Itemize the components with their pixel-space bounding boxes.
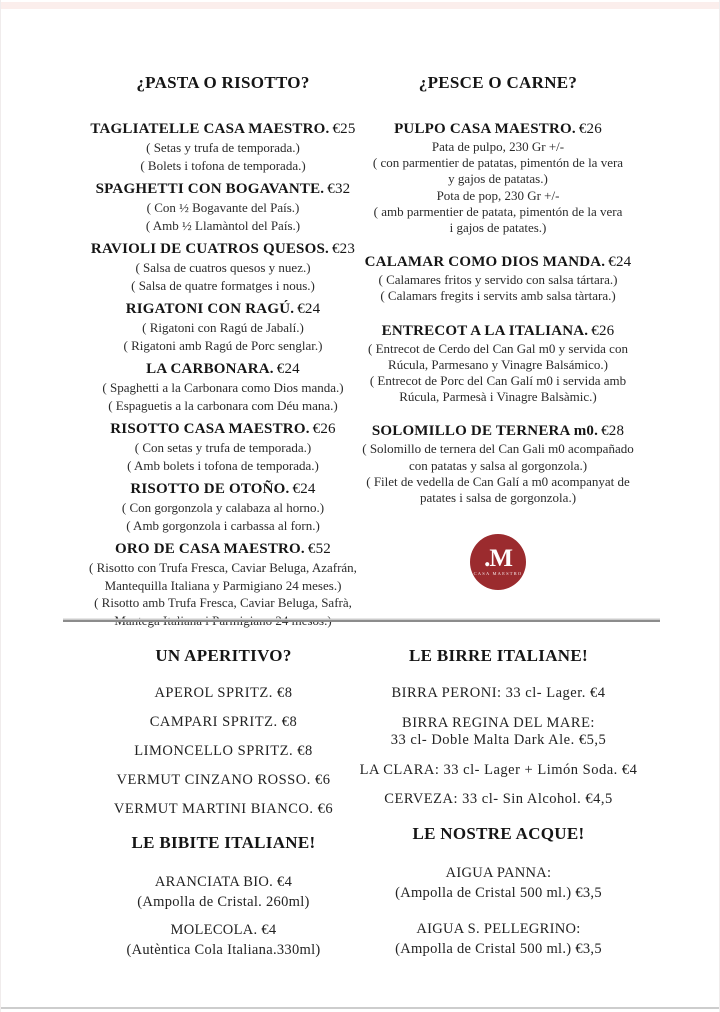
- dish-title: RISOTTO CASA MAESTRO.: [110, 421, 310, 437]
- section-divider-line: [63, 620, 660, 622]
- dish-name-line: [63, 300, 383, 319]
- dish-name-line: [63, 180, 383, 199]
- drink-item-la-clara: [351, 762, 646, 780]
- drink-line: (Ampolla de Cristal 500 ml.) €3,5: [395, 940, 602, 957]
- menu-item-risotto-casa-maestro: [63, 420, 383, 474]
- drink-line: AIGUA S. PELLEGRINO:: [416, 920, 581, 937]
- dish-desc-line: ( Salsa de quatre formatges i nous.): [131, 277, 315, 293]
- menu-item-tagliatelle: [63, 120, 383, 174]
- drink-item-regina-del-mare: [351, 715, 646, 750]
- dish-desc-line: patates i salsa de gorgonzola.): [419, 490, 577, 506]
- dish-desc-line: ( Amb ½ Llamàntol del País.): [145, 217, 301, 233]
- dish-title: SPAGHETTI CON BOGAVANTE.: [95, 181, 325, 197]
- dish-desc-line: ( Bolets i tofona de temporada.): [140, 157, 306, 173]
- dish-price: €24: [608, 254, 632, 271]
- drink-line: 33 cl- Doble Malta Dark Ale. €5,5: [390, 732, 607, 748]
- drink-line: ARANCIATA BIO. €4: [154, 874, 293, 890]
- dish-desc-line: ( amb parmentier de patata, pimentón de la vera: [373, 203, 623, 219]
- dish-title: RISOTTO DE OTOÑO.: [130, 481, 290, 497]
- drink-line: AIGUA PANNA:: [445, 864, 552, 881]
- menu-item-solomillo: [361, 422, 635, 506]
- dish-desc-line: ( Entrecot de Porc del Can Galí m0 i servida amb: [369, 373, 627, 389]
- dish-desc-line: ( con parmentier de patatas, pimentón de la vera: [372, 155, 624, 171]
- section-pesce-o-carne: [361, 72, 635, 523]
- dish-desc-line: Rúcula, Parmesà i Vinagre Balsàmic.): [399, 389, 597, 405]
- section-title-birre: LE BIRRE ITALIANE!: [409, 646, 588, 665]
- drink-line: CERVEZA: 33 cl- Sin Alcohol. €4,5: [384, 791, 613, 807]
- dish-price: €26: [312, 421, 336, 437]
- dish-desc-line: ( Amb bolets i tofona de temporada.): [127, 457, 319, 473]
- dish-price: €24: [276, 361, 300, 377]
- section-title-bibite: LE BIBITE ITALIANE!: [131, 833, 316, 852]
- dish-price: €32: [327, 181, 351, 197]
- menu-item-ravioli: [63, 240, 383, 294]
- dish-name-line: [63, 420, 383, 439]
- dish-price: €23: [331, 241, 356, 257]
- bibite-list: [76, 872, 371, 960]
- dish-desc-line: ( Rigatoni amb Ragú de Porc senglar.): [123, 337, 323, 353]
- section-title-pesce: ¿PESCE O CARNE?: [418, 73, 578, 92]
- drink-item-aperol: APEROL SPRITZ. €8: [154, 685, 293, 701]
- casa-maestro-logo: [470, 534, 526, 590]
- menu-item-calamar: [361, 253, 635, 304]
- page-top-strip: [1, 2, 719, 9]
- dish-desc-line: ( Rigatoni con Ragú de Jabalí.): [142, 320, 304, 335]
- drink-item-molecola: [76, 920, 371, 960]
- menu-item-spaghetti-bogavante: [63, 180, 383, 234]
- section-aperitivo: [76, 645, 371, 968]
- drink-item-pellegrino: [351, 919, 646, 959]
- dish-desc-line: ( Risotto amb Trufa Fresca, Caviar Beluga, Safrà,: [94, 595, 352, 610]
- logo-monogram: .M: [484, 545, 512, 572]
- drink-line: BIRRA PERONI: 33 cl- Lager. €4: [391, 685, 606, 701]
- page-bottom-edge: [1, 1007, 719, 1009]
- dish-desc-line: ( Con gorgonzola y calabaza al horno.): [121, 500, 325, 515]
- dish-price: €24: [292, 481, 316, 497]
- dish-name-line: [63, 480, 383, 499]
- drink-line: MOLECOLA. €4: [170, 922, 277, 938]
- dish-title: SOLOMILLO DE TERNERA m0.: [371, 423, 599, 440]
- dish-name-line: [63, 240, 383, 259]
- dish-title: ENTRECOT A LA ITALIANA.: [381, 322, 589, 339]
- dish-name-line: [63, 540, 383, 559]
- dish-title: ORO DE CASA MAESTRO.: [115, 541, 305, 557]
- dish-price: €52: [307, 541, 331, 557]
- dish-desc-line: Rúcula, Parmesano y Vinagre Balsámico.): [388, 356, 608, 372]
- menu-item-carbonara: [63, 360, 383, 414]
- dish-price: €24: [297, 301, 321, 317]
- dish-name-line: [361, 322, 635, 341]
- section-pasta-o-risotto: [63, 72, 383, 635]
- drink-line: (Ampolla de Cristal. 260ml): [137, 894, 310, 910]
- section-title-aperitivo: UN APERITIVO?: [155, 646, 292, 665]
- dish-desc-line: con patatas y salsa al gorgonzola.): [408, 457, 588, 473]
- dish-desc-line: Mantequilla Italiana y Parmigiano 24 meses.): [104, 577, 342, 593]
- dish-desc-line: ( Filet de vedella de Can Galí a m0 acompanyat de: [366, 473, 630, 489]
- drink-line: BIRRA REGINA DEL MARE:: [402, 714, 595, 731]
- dish-desc-line: ( Amb gorgonzola i carbassa al forn.): [126, 517, 320, 533]
- dish-title: PULPO CASA MAESTRO.: [394, 121, 576, 137]
- dish-price: €25: [332, 121, 356, 137]
- drink-item-cerveza: [351, 791, 646, 809]
- dish-price: €28: [601, 423, 625, 440]
- menu-item-oro: [63, 540, 383, 629]
- dish-price: €26: [591, 322, 615, 339]
- menu-item-entrecot: [361, 322, 635, 406]
- dish-desc-line: ( Solomillo de ternera del Can Gali m0 acompañado: [362, 441, 634, 457]
- drink-line: (Ampolla de Cristal 500 ml.) €3,5: [395, 884, 602, 901]
- acque-list: [351, 863, 646, 959]
- menu-item-rigatoni: [63, 300, 383, 354]
- drink-item-limoncello: LIMONCELLO SPRITZ. €8: [134, 743, 313, 759]
- dish-name-line: [361, 253, 635, 272]
- dish-desc-line: Pota de pop, 230 Gr +/-: [436, 187, 560, 203]
- dish-desc-line: y gajos de patatas.): [448, 171, 548, 187]
- dish-title: TAGLIATELLE CASA MAESTRO.: [90, 121, 330, 137]
- drink-line: (Autèntica Cola Italiana.330ml): [126, 942, 321, 958]
- menu-item-risotto-otono: [63, 480, 383, 534]
- dish-title: RAVIOLI DE CUATROS QUESOS.: [90, 241, 329, 257]
- logo-caption: CASA MAESTRO: [473, 571, 523, 576]
- dish-desc-line: ( Entrecot de Cerdo del Can Gal m0 y servida con: [368, 340, 628, 356]
- drink-item-martini: VERMUT MARTINI BIANCO. €6: [113, 801, 334, 817]
- dish-desc-line: ( Espaguetis a la carbonara com Déu mana.): [108, 397, 338, 413]
- dish-desc-line: ( Con ½ Bogavante del País.): [146, 200, 300, 215]
- dish-desc-line: ( Setas y trufa de temporada.): [146, 140, 300, 155]
- drink-item-panna: [351, 863, 646, 903]
- section-title-acque: LE NOSTRE ACQUE!: [412, 823, 585, 843]
- drink-item-aranciata: [76, 872, 371, 912]
- dish-name-line: [63, 120, 383, 139]
- dish-name-line: [361, 120, 635, 139]
- dish-desc-line: ( Calamars fregits i servits amb salsa tàrtara.): [380, 288, 616, 304]
- dish-desc-line: Pata de pulpo, 230 Gr +/-: [431, 139, 565, 154]
- dish-title: LA CARBONARA.: [146, 361, 274, 377]
- dish-title: CALAMAR COMO DIOS MANDA.: [364, 254, 606, 271]
- dish-desc-line: ( Salsa de cuatros quesos y nuez.): [135, 260, 311, 275]
- dish-title: RIGATONI CON RAGÚ.: [125, 301, 295, 317]
- drink-item-campari: CAMPARI SPRITZ. €8: [149, 714, 298, 730]
- dish-name-line: [63, 360, 383, 379]
- dish-desc-line: ( Con setas y trufa de temporada.): [134, 440, 312, 455]
- dish-name-line: [361, 422, 635, 441]
- dish-desc-line: ( Calamares fritos y servido con salsa tártara.): [378, 272, 618, 288]
- dish-desc-line: ( Spaghetti a la Carbonara como Dios manda.): [102, 380, 344, 395]
- drink-line: LA CLARA: 33 cl- Lager + Limón Soda. €4: [359, 761, 638, 778]
- menu-item-pulpo: [361, 120, 635, 236]
- drink-item-peroni: [351, 685, 646, 703]
- section-title-pasta: ¿PASTA O RISOTTO?: [136, 73, 310, 92]
- drink-item-cinzano: VERMUT CINZANO ROSSO. €6: [116, 772, 331, 788]
- dish-desc-line: ( Risotto con Trufa Fresca, Caviar Beluga, Azafrán,: [89, 560, 357, 575]
- section-birre: [351, 645, 646, 975]
- dish-price: €26: [578, 121, 602, 137]
- dish-desc-line: i gajos de patates.): [449, 220, 547, 236]
